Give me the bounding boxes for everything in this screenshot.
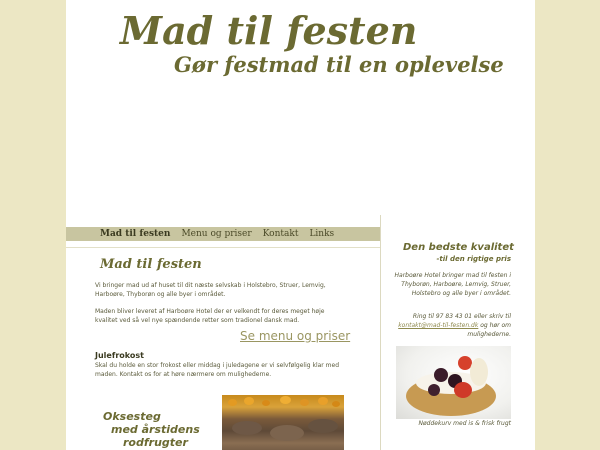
sidebar-paragraph: Harboøre Hotel bringer mad til festen i Thyborøn, Harboøre, Lemvig, Struer, Holstebro og alle byer i området.: [394, 272, 511, 297]
contact-text: og hør om mulighederne.: [467, 322, 511, 338]
hotel-paragraph: Maden bliver leveret af Harboøre Hotel der er velkendt for deres meget høje kvalitet ved så vel nye spændende retter som tradionel dansk mad.: [95, 308, 325, 324]
divider: [66, 247, 380, 248]
sidebar-contact: [393, 312, 511, 339]
nav-item-menu-og-priser[interactable]: Menu og priser: [181, 229, 252, 239]
contact-text: Ring til 97 83 43 01 eller skriv til: [412, 313, 511, 320]
roast-beef-image: [222, 395, 344, 450]
menu-prices-link[interactable]: Se menu og priser: [240, 329, 351, 343]
main-heading: Mad til festen: [100, 257, 202, 272]
sidebar-heading: Den bedste kvalitet: [403, 242, 514, 253]
site-title: Mad til festen: [120, 8, 418, 53]
nav-item-links[interactable]: Links: [309, 229, 335, 239]
intro-paragraph: Vi bringer mad ud af huset til dit næste selvskab i Holstebro, Struer, Lemvig, Harboøre, Thyborøn og alle byer i området.: [95, 282, 326, 298]
feature-title-line: med årstidens: [111, 423, 200, 436]
sidebar-subheading: -til den rigtige pris: [436, 255, 511, 263]
feature-title-line: Oksesteg: [103, 410, 161, 423]
julefrokost-heading: Julefrokost: [95, 351, 144, 360]
main-nav: [66, 227, 380, 241]
dessert-image-caption: Nøddekurv med is & frisk frugt: [418, 420, 511, 427]
nav-item-kontakt[interactable]: Kontakt: [262, 229, 299, 239]
site-subtitle: Gør festmad til en oplevelse: [174, 52, 504, 77]
julefrokost-paragraph: Skal du holde en stor frokost eller middag i juledagene er vi selvfølgelig klar med maden. Kontakt os for at høre nærmere om mulighederne.: [95, 362, 340, 378]
page-content: [66, 0, 535, 450]
nav-item-mad-til-festen[interactable]: Mad til festen: [100, 229, 171, 239]
dessert-image: [396, 346, 511, 419]
email-link[interactable]: kontakt@mad-til-festen.dk: [398, 322, 479, 329]
column-divider: [380, 215, 381, 450]
feature-title-line: rodfrugter: [123, 436, 188, 449]
feature-title: [103, 410, 207, 449]
